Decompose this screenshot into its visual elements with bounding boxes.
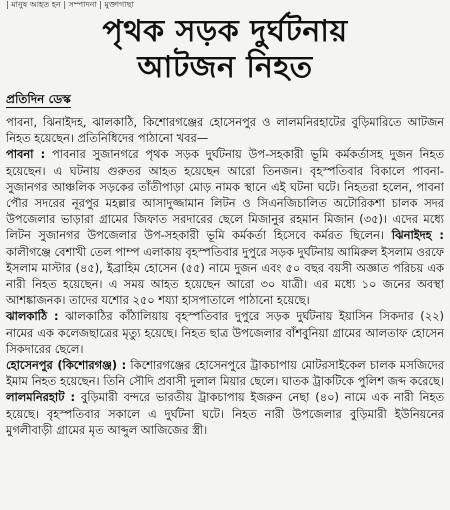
article-body bbox=[6, 114, 444, 438]
paragraph-jhalokathi bbox=[6, 308, 444, 357]
paragraph-text: বুড়িমারী বন্দরে ভারতীয় ট্রাকচাপায় ইজরুন নেছা (৪০) নামে এক নারী নিহত হয়েছে। বৃহস্পতিবার সকালে এ দুর্ঘটনা ঘটে। নিহত নারী উপজেলার বুড়িমারী ইউনিয়নের মুগলীবাড়ী গ্রামের মৃত আব্দুল আজিজের স্ত্রী। bbox=[6, 390, 444, 437]
dateline-jhenaidah: ঝিনাইদহ : bbox=[383, 228, 444, 243]
dateline-hossainpur: হোসেনপুর (কিশোরগঞ্জ) : bbox=[6, 358, 127, 373]
dateline-jhalokathi: ঝালকাঠি : bbox=[6, 309, 59, 324]
headline-line-2: আটজন নিহত bbox=[137, 50, 313, 85]
paragraph-text: পাবনার সুজানগরে পৃথক সড়ক দুর্ঘটনায় উপ-সহকারী ভূমি কর্মকর্তাসহ দুজন নিহত হয়েছেন। এ ঘটনায় গুরুতর আহত হয়েছেন আরো তিনজন। বৃহস্পতিবার বিকালে পাবনা-সুজানগর আঞ্চলিক সড়কের তাঁতীপাড়া মোড় নামক স্থানে এই ঘটনা ঘটে। নিহতরা হলেন, পাবনা পৌর সদরের নূরপুর মহল্লার আসাদুজ্জামান লিটন ও সিএনজিচালিত অটোরিকশা চালক সদর উপজেলার ভাড়ারা গ্রামের জিফাত সরদারের ছেলে মিজানুর রহমান মিজান (৩৫)। এদের মধ্যে লিটন সুজানগর উপজেলার উপ-সহকারী ভূমি কর্মকর্তা হিসেবে কর্মরত ছিলেন। bbox=[6, 147, 444, 243]
paragraph-text: ঝালকাঠির কাঁঠালিয়ায় বৃহস্পতিবার দুপুরে সড়ক দুর্ঘটনায় ইয়াসিন সিকদার (২২) নামের এক কলেজছাত্রের মৃত্যু হয়েছে। নিহত ছাত্র উপজেলার বাঁশবুনিয়া গ্রামের আলতাফ হোসেন সিকদারের ছেলে। bbox=[6, 309, 444, 356]
paragraph-text: কালীগঞ্জে বেশাখী তেল পাম্প এলাকায় বৃহস্পতিবার দুপুরে সড়ক দুর্ঘটনায় আমিরুল ইসলাম ওরফে ইসলাম মাস্টার (৪৫), ইব্রাহিম হোসেন (৫৫) নামে দুজন এবং ৫০ বছর বয়সী অজ্ঞাত পরিচয় এক নারী নিহত হয়েছেন। এ সময় আহত হয়েছেন আরো ৩০ যাত্রী। এর মধ্যে ১০ জনের অবস্থা আশঙ্কাজনক। তাদের যশোর ২৫০ শয্যা হাসপাতালে পাঠানো হয়েছে। bbox=[6, 244, 444, 308]
dateline-lalmonirhat: লালমনিরহাট : bbox=[6, 390, 76, 405]
byline: প্রতিদিন ডেস্ক bbox=[6, 92, 71, 106]
headline bbox=[6, 14, 444, 86]
paragraph-text: কিশোরগঞ্জের হোসেনপুরে ট্রাকচাপায় মোটরসাইকেল চালক মসজিদের ইমাম নিহত হয়েছেন। তিনি সৌদি প্রবাসী দুলাল মিয়ার ছেলে। ঘাতক ট্রাকটিকে পুলিশ জব্দ করেছে। bbox=[6, 358, 444, 389]
headline-line-1: পৃথক সড়ক দুর্ঘটনায় bbox=[102, 14, 348, 49]
intro-paragraph: পাবনা, ঝিনাইদহ, ঝালকাঠি, কিশোরগঞ্জের হোসেনপুর ও লালমনিরহাটের বুড়িমারিতে আটজন নিহত হয়েছেন। প্রতিনিধিদের পাঠানো খবর— bbox=[6, 115, 444, 146]
top-strip-text: | মানুষ আহত হন | সম্পাদনা | মুক্তাগাছা bbox=[6, 0, 134, 9]
paragraph-hossainpur-lalmonirhat bbox=[6, 357, 444, 438]
dateline-pabna: পাবনা : bbox=[6, 147, 46, 162]
paragraph-pabna-jhenaidah bbox=[6, 146, 444, 308]
